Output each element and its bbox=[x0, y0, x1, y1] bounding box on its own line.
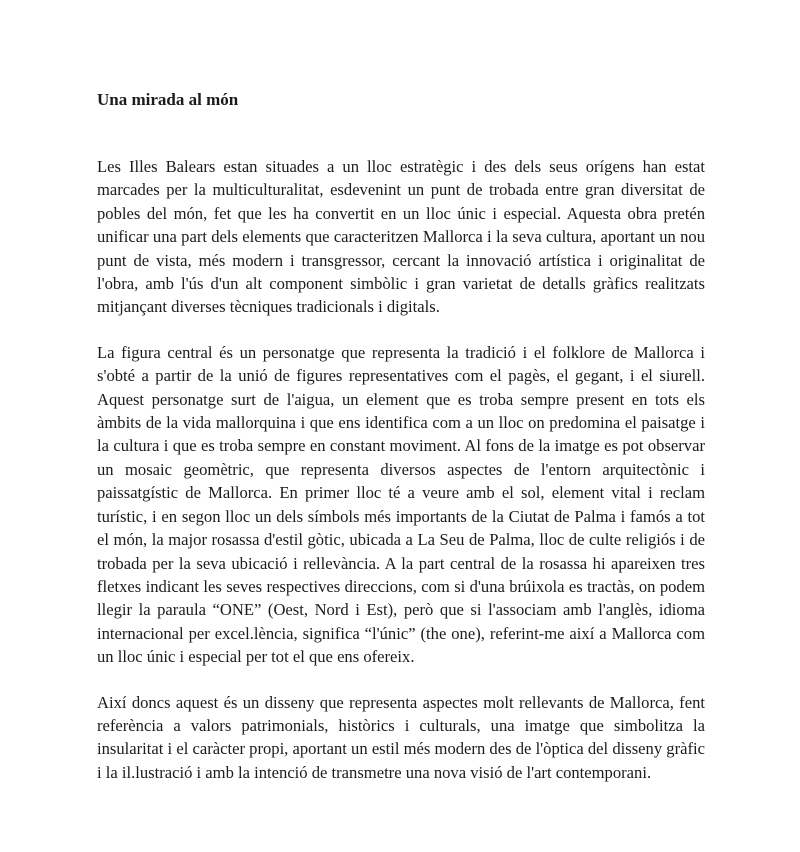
document-title: Una mirada al món bbox=[97, 90, 239, 109]
document-page bbox=[97, 88, 705, 784]
paragraph-intro: Les Illes Balears estan situades a un lloc estratègic i des dels seus orígens han estat marcades per la multiculturalitat, esdevenint un punt de trobada entre gran diversitat de pobles del món, fet que les ha convertit en un lloc únic i especial. Aquesta obra pretén unificar una part dels elements que caracteritzen Mallorca i la seva cultura, aportant un nou punt de vista, més modern i transgressor, cercant la innovació artística i originalitat de l'obra, amb l'ús d'un alt component simbòlic i gran varietat de detalls gràfics realitzats mitjançant diverses tècniques tradicionals i digitals. bbox=[97, 157, 705, 317]
paragraph-central-figure: La figura central és un personatge que representa la tradició i el folklore de Mallorca i s'obté a partir de la unió de figures representatives com el pagès, el gegant, i el siurell. Aquest personatge surt de l'aigua, un element que es troba sempre present en tots els àmbits de la vida mallorquina i que ens identifica com a un lloc on predomina el paisatge i la cultura i que es troba sempre en constant moviment. Al fons de la imatge es pot observar un mosaic geomètric, que representa diversos aspectes de l'entorn arquitectònic i paissatgístic de Mallorca. En primer lloc té a veure amb el sol, element vital i reclam turístic, i en segon lloc un dels símbols més importants de la Ciutat de Palma i famós a tot el món, la major rosassa d'estil gòtic, ubicada a La Seu de Palma, lloc de culte religiós i de trobada per la seva ubicació i rellevància. A la part central de la rosassa hi apareixen tres fletxes indicant les seves respectives direccions, com si d'una brúixola es tractàs, on podem llegir la paraula “ONE” (Oest, Nord i Est), però que si l'associam amb l'anglès, idioma internacional per excel.lència, significa “l'únic” (the one), referint-me així a Mallorca com un lloc únic i especial per tot el que ens ofereix. bbox=[97, 342, 705, 667]
paragraph-conclusion: Així doncs aquest és un disseny que representa aspectes molt rellevants de Mallorca, fent referència a valors patrimonials, històrics i culturals, una imatge que simbolitza la insularitat i el caràcter propi, aportant un estil més modern des de l'òptica del disseny gràfic i la il.lustració i amb la intenció de transmetre una nova visió de l'art contemporani. bbox=[97, 692, 705, 782]
